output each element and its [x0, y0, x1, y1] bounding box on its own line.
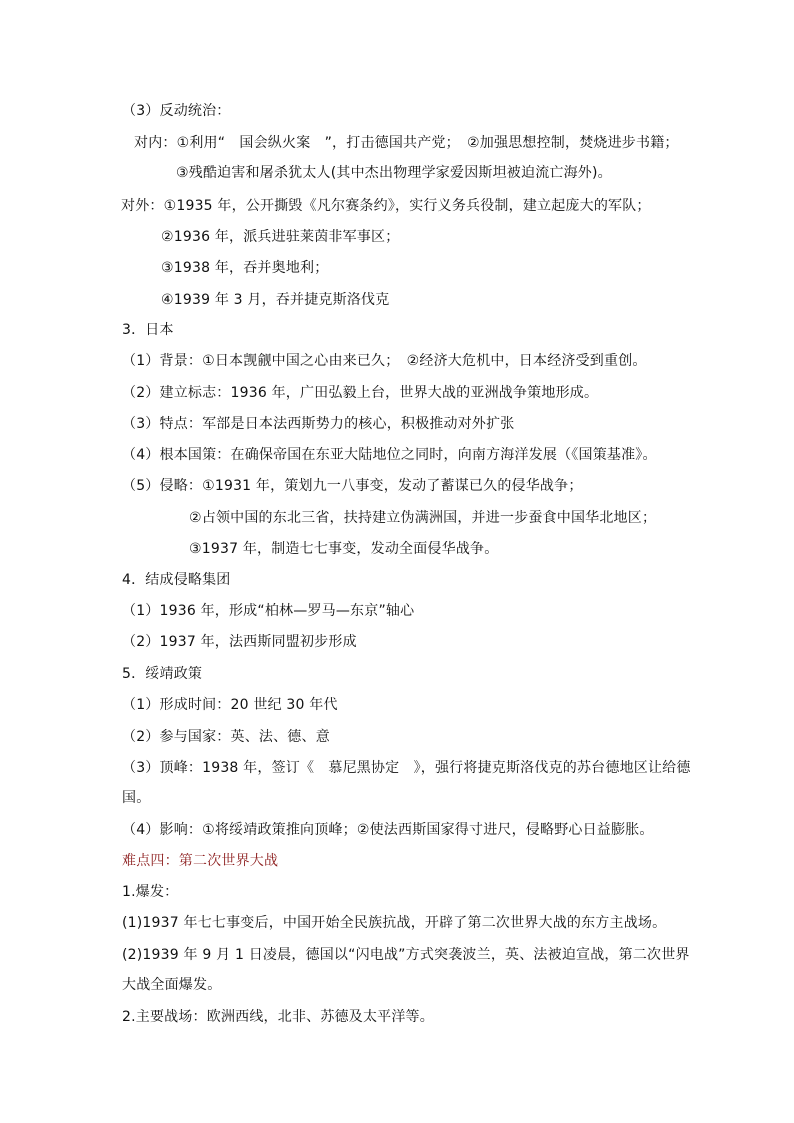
text-line-outbreak: 1.爆发：	[122, 884, 179, 900]
text-line-reactionary-rule: （3）反动统治：	[122, 103, 231, 119]
text-line-japan-policy: （4）根本国策：在确保帝国在东亚大陆地位之同时，向南方海洋发展（《国策基准》。	[122, 447, 657, 463]
text-line-foreign-1: 对外：①1935 年，公开撕毁《凡尔赛条约》，实行义务兵役制，建立起庞大的军队；	[121, 198, 651, 214]
text-line-japan-establishment: （2）建立标志：1936 年，广田弘毅上台，世界大战的亚洲战争策地形成。	[122, 385, 599, 401]
text-line-appeasement-impact: （4）影响：①将绥靖政策推向顶峰；②使法西斯国家得寸进尺，侵略野心日益膨胀。	[122, 822, 654, 838]
section-heading-axis: 4．结成侵略集团	[122, 572, 231, 588]
text-line-domestic-1: 对内：①利用“ 国会纵火案 ”，打击德国共产党； ②加强思想控制，焚烧进步书籍；	[134, 135, 679, 151]
text-line-domestic-2: ③残酷迫害和屠杀犹太人(其中杰出物理学家爱因斯坦被迫流亡海外)。	[176, 165, 612, 181]
section-heading-appeasement: 5．绥靖政策	[122, 666, 203, 682]
text-line-appeasement-time: （1）形成时间：20 世纪 30 年代	[122, 697, 338, 713]
text-line-appeasement-countries: （2）参与国家：英、法、德、意	[122, 729, 330, 745]
text-line-japan-aggression-2: ②占领中国的东北三省，扶持建立伪满洲国，并进一步蚕食中国华北地区；	[189, 510, 657, 526]
text-line-outbreak-2-cont: 大战全面爆发。	[122, 977, 222, 993]
text-line-appeasement-peak-cont: 国。	[122, 790, 151, 806]
text-line-main-battlefields: 2.主要战场：欧洲西线，北非、苏德及太平洋等。	[122, 1009, 434, 1025]
text-line-japan-aggression-1: （5）侵略：①1931 年，策划九一八事变，发动了蓄谋已久的侵华战争；	[122, 478, 583, 494]
text-line-japan-feature: （3）特点：军部是日本法西斯势力的核心，积极推动对外扩张	[122, 416, 515, 432]
text-line-foreign-3: ③1938 年，吞并奥地利；	[161, 260, 329, 276]
text-line-japan-aggression-3: ③1937 年，制造七七事变，发动全面侵华战争。	[189, 541, 499, 557]
text-line-outbreak-2: (2)1939 年 9 月 1 日凌晨，德国以“闪电战”方式突袭波兰，英、法被迫宣战，第二次世界	[122, 947, 690, 963]
text-line-foreign-4: ④1939 年 3 月，吞并捷克斯洛伐克	[161, 292, 390, 308]
text-line-outbreak-1: (1)1937 年七七事变后，中国开始全民族抗战，开辟了第二次世界大战的东方主战场。	[122, 915, 667, 931]
text-line-axis-1: （1）1936 年，形成“柏林—罗马—东京”轴心	[122, 603, 415, 619]
section-heading-japan: 3．日本	[122, 322, 174, 338]
text-line-axis-2: （2）1937 年，法西斯同盟初步形成	[122, 634, 357, 650]
text-line-foreign-2: ②1936 年，派兵进驻莱茵非军事区；	[161, 229, 400, 245]
section-heading-ww2: 难点四：第二次世界大战	[122, 853, 279, 869]
text-line-japan-background: （1）背景：①日本觊觎中国之心由来已久； ②经济大危机中，日本经济受到重创。	[122, 353, 647, 369]
text-line-appeasement-peak: （3）顶峰：1938 年，签订《 慕尼黑协定 》，强行将捷克斯洛伐克的苏台德地区让给德	[122, 760, 691, 776]
